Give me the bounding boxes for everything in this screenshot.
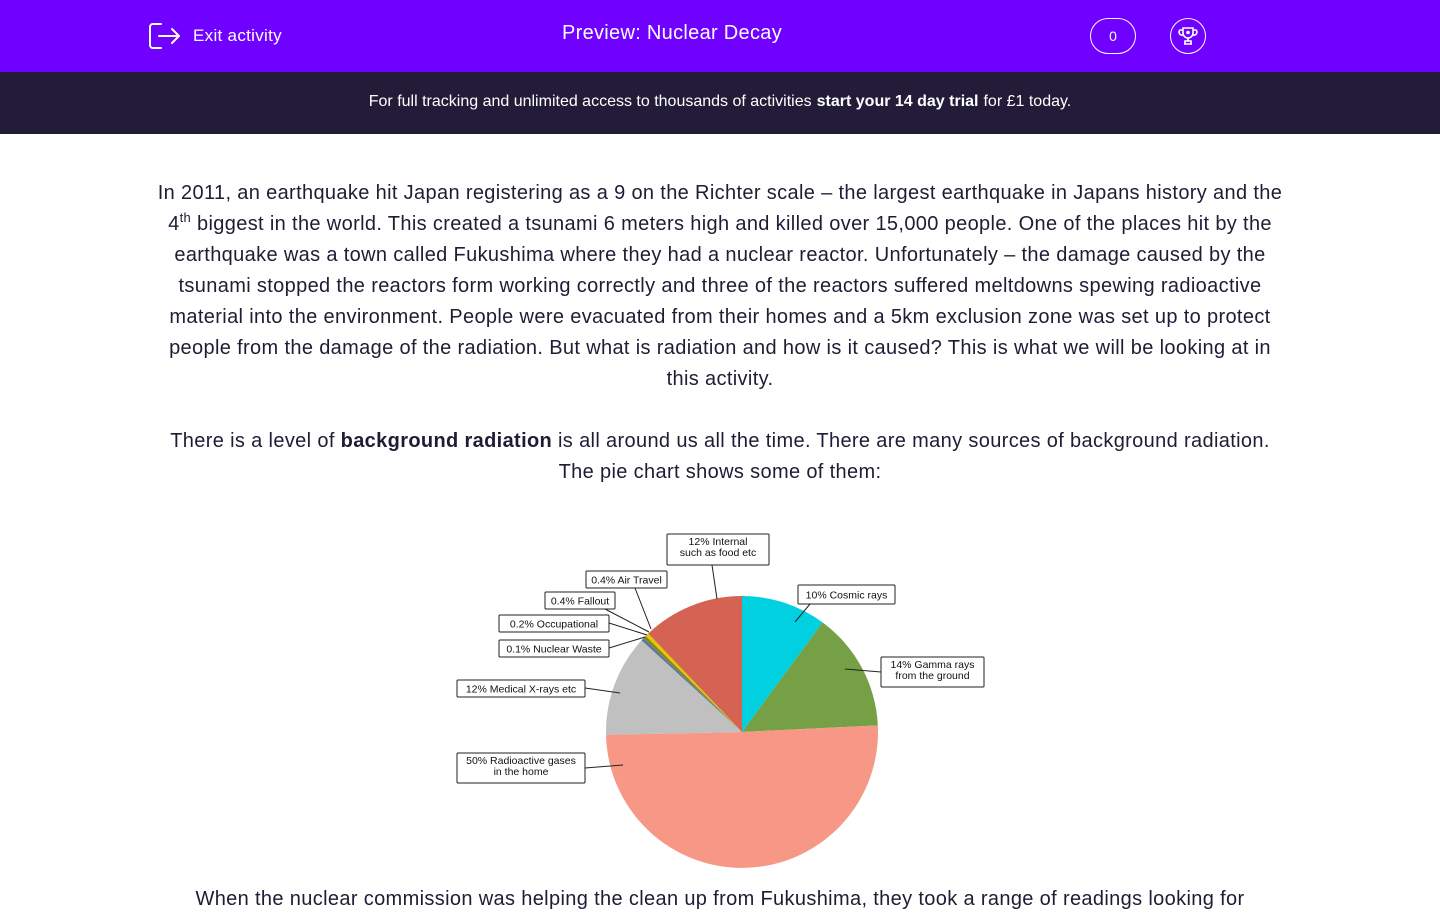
followup-paragraph: When the nuclear commission was helping the clean up from Fukushima, they took a range of readings looking for <box>195 888 1245 910</box>
intro-text-a: In 2011, an earthquake hit Japan registering as a 9 on the Richter scale – the largest earthquake in Japans history and the 4 <box>157 182 1283 235</box>
exit-activity-label: Exit activity <box>193 26 282 45</box>
slice-label: 0.2% Occupational <box>509 618 599 631</box>
slice-label: 10% Cosmic rays <box>805 589 888 602</box>
trophy-icon <box>1177 25 1199 47</box>
callout-pointer <box>635 588 651 629</box>
ordinal-suffix: th <box>179 210 192 225</box>
start-trial-link[interactable]: start your 14 day trial <box>816 93 979 110</box>
intro-text-b: biggest in the world. This created a tsunami 6 meters high and killed over 15,000 people. One of the places hit by the earthquake was a town called Fukushima where they had a nuclear reactor. Unfortunately – the damage caused by the tsunami stopped the reactors form working correctly and three of the reactors suffered meltdowns spewing radioactive material into the environment. People were evacuated from their homes and a 5km exclusion zone was set up to protect people from the damage of the radiation. But what is radiation and how is it caused? This is what we will be looking at in this activity. <box>169 213 1272 390</box>
slice-label: 0.4% Fallout <box>550 595 610 608</box>
banner-price-text: for £1 today. <box>983 93 1072 110</box>
slice-label: 0.4% Air Travel <box>591 574 662 587</box>
slice-label: 0.1% Nuclear Waste <box>506 643 602 656</box>
slice-label: 50% Radioactive gases <box>466 755 576 767</box>
intro-paragraph <box>150 178 1290 395</box>
score-counter: 0 <box>1090 18 1136 54</box>
callout-pointer <box>609 623 647 635</box>
trial-banner <box>0 72 1440 134</box>
callout-pointer <box>712 565 717 599</box>
pie-slice <box>606 725 878 868</box>
background-radiation-term: background radiation <box>340 430 553 452</box>
trophy-button[interactable] <box>1170 18 1206 54</box>
top-bar <box>0 0 1440 72</box>
page-title: Preview: Nuclear Decay <box>561 22 782 44</box>
slice-label: 12% Internal <box>688 536 748 548</box>
slice-label: 12% Medical X-rays etc <box>465 683 577 696</box>
activity-intro <box>150 178 1290 488</box>
slice-label: from the ground <box>895 670 970 682</box>
background-radiation-paragraph <box>150 426 1290 488</box>
slice-label: in the home <box>493 766 549 778</box>
background-radiation-pie-chart <box>440 525 1000 875</box>
bg-text-b: is all around us all the time. There are many sources of background radiation. The pie chart shows some of them: <box>552 430 1270 483</box>
slice-label: such as food etc <box>679 547 757 559</box>
slice-label: 14% Gamma rays <box>890 659 975 671</box>
bg-text-a: There is a level of <box>170 430 341 452</box>
banner-text: For full tracking and unlimited access to thousands of activities <box>368 93 812 110</box>
